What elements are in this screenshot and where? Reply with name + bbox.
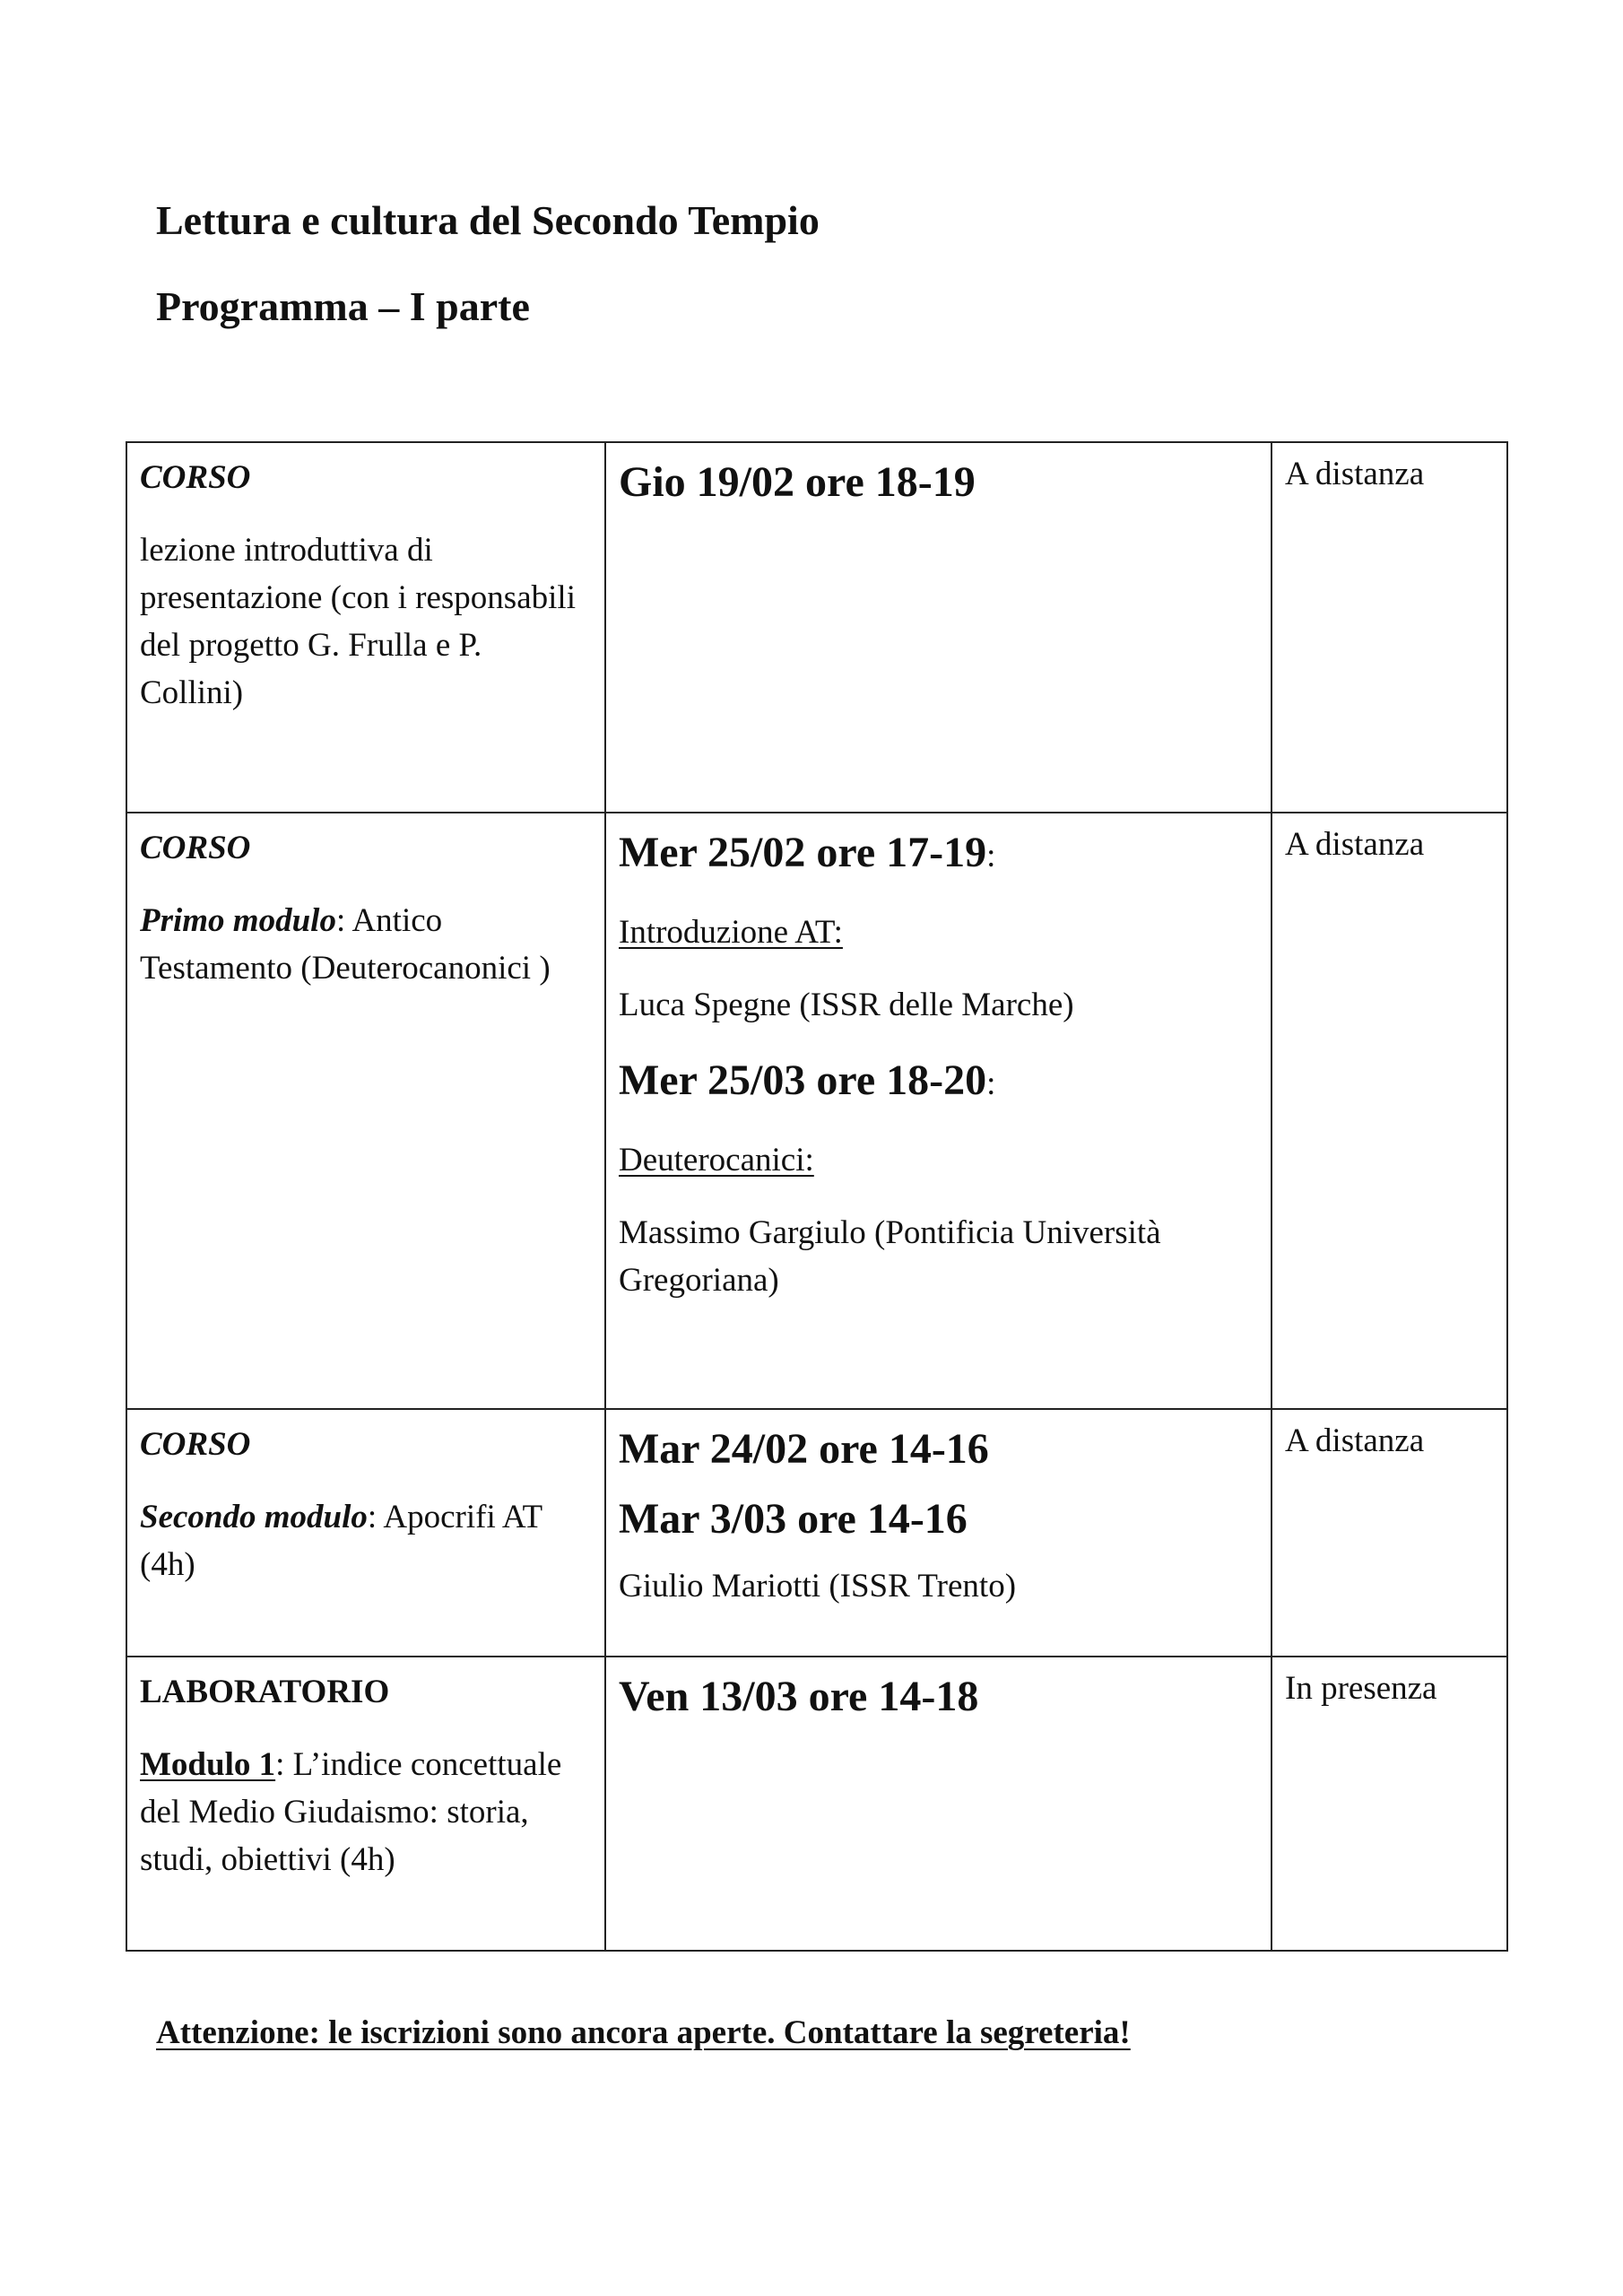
schedule-cell	[605, 1409, 1271, 1657]
table-row	[126, 813, 1507, 1409]
table-row	[126, 1409, 1507, 1657]
table-row	[126, 1657, 1507, 1951]
module-description	[140, 897, 592, 992]
module-label: Modulo 1	[140, 1746, 276, 1783]
course-cell	[126, 813, 605, 1409]
module-description	[140, 1741, 592, 1883]
attendance-mode: In presenza	[1285, 1670, 1437, 1707]
module-description	[140, 1493, 592, 1588]
course-type-label: CORSO	[140, 459, 251, 496]
course-type-label: CORSO	[140, 1426, 251, 1463]
schedule-cell	[605, 813, 1271, 1409]
session-teacher: Massimo Gargiulo (Pontificia Università Gregoriana)	[619, 1214, 1161, 1299]
schedule-cell	[605, 442, 1271, 813]
module-text: : Antico Testamento (Deuterocanonici )	[140, 902, 551, 987]
mode-cell	[1271, 1409, 1507, 1657]
module-label: Primo modulo	[140, 902, 336, 939]
course-description: lezione introduttiva di presentazione (con i responsabili del progetto G. Frulla e P. Collini)	[140, 532, 576, 711]
page-title: Lettura e cultura del Secondo Tempio	[156, 197, 820, 243]
course-type-label: CORSO	[140, 830, 251, 866]
session-topic: Introduzione AT:	[619, 914, 843, 951]
mode-cell	[1271, 813, 1507, 1409]
module-text: : Apocrifi AT (4h)	[140, 1499, 542, 1583]
session-teacher: Giulio Mariotti (ISSR Trento)	[619, 1568, 1017, 1605]
module-text: : L’indice concettuale del Medio Giudaismo: storia, studi, obiettivi (4h)	[140, 1746, 562, 1878]
session-date: Mar 3/03 ore 14-16	[619, 1495, 968, 1543]
attendance-mode: A distanza	[1285, 1422, 1425, 1459]
session-topic: Deuterocanici:	[619, 1142, 814, 1178]
table-row	[126, 442, 1507, 813]
course-type-label: LABORATORIO	[140, 1674, 390, 1710]
session-date: Mar 24/02 ore 14-16	[619, 1425, 989, 1473]
attendance-mode: A distanza	[1285, 826, 1425, 863]
registration-notice: Attenzione: le iscrizioni sono ancora aperte. Contattare la segreteria!	[156, 2014, 1131, 2051]
course-cell	[126, 1657, 605, 1951]
session-date: Gio 19/02 ore 18-19	[619, 458, 976, 506]
session-date: Ven 13/03 ore 14-18	[619, 1673, 979, 1720]
session-date: Mer 25/02 ore 17-19:	[619, 829, 996, 876]
course-cell	[126, 1409, 605, 1657]
mode-cell	[1271, 1657, 1507, 1951]
session-teacher: Luca Spegne (ISSR delle Marche)	[619, 987, 1074, 1023]
program-table	[126, 441, 1508, 1952]
schedule-cell	[605, 1657, 1271, 1951]
course-cell	[126, 442, 605, 813]
page-subtitle: Programma – I parte	[156, 283, 530, 329]
mode-cell	[1271, 442, 1507, 813]
module-label: Secondo modulo	[140, 1499, 368, 1535]
attendance-mode: A distanza	[1285, 456, 1425, 492]
session-date: Mer 25/03 ore 18-20:	[619, 1057, 996, 1104]
